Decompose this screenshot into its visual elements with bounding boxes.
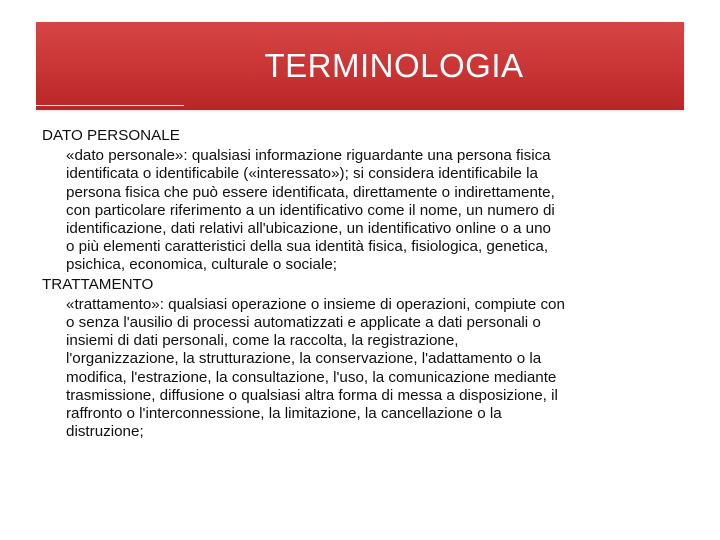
definition-line: l'organizzazione, la strutturazione, la conservazione, l'adattamento o la: [66, 350, 542, 368]
definition-line: «trattamento»: qualsiasi operazione o insieme di operazioni, compiute con: [66, 295, 565, 313]
definition-line: o più elementi caratteristici della sua identità fisica, fisiologica, genetica,: [66, 238, 549, 256]
definition-line: con particolare riferimento a un identificativo come il nome, un numero di: [66, 201, 555, 219]
definition-line: o senza l'ausilio di processi automatizzati e applicate a dati personali o: [66, 314, 541, 332]
definition-line: persona fisica che può essere identificata, direttamente o indirettamente,: [66, 183, 555, 201]
term-heading: TRATTAMENTO: [42, 275, 154, 293]
definition-line: trasmissione, diffusione o qualsiasi altra forma di messa a disposizione, il: [66, 386, 558, 404]
definition-line: psichica, economica, culturale o sociale;: [66, 256, 337, 274]
definition-line: identificata o identificabile («interessato»); si considera identificabile la: [66, 165, 538, 183]
title-accent-line: [36, 105, 184, 106]
term-definition: [42, 296, 682, 442]
term-heading: DATO PERSONALE: [42, 127, 180, 144]
definition-line: identificazione, dati relativi all'ubicazione, un identificativo online o a uno: [66, 220, 551, 238]
definition-line: insiemi di dati personali, come la raccolta, la registrazione,: [66, 332, 459, 350]
section-dato-personale: [42, 127, 682, 275]
definition-line: distruzione;: [66, 423, 144, 441]
title-banner: [36, 22, 684, 110]
definition-line: raffronto o l'interconnessione, la limitazione, la cancellazione o la: [66, 405, 502, 423]
slide-content: [42, 127, 682, 442]
section-trattamento: [42, 276, 682, 442]
term-definition: [42, 147, 682, 274]
definition-line: «dato personale»: qualsiasi informazione riguardante una persona fisica: [66, 147, 551, 165]
slide-title: TERMINOLOGIA: [264, 47, 524, 84]
definition-line: modifica, l'estrazione, la consultazione, l'uso, la comunicazione mediante: [66, 368, 557, 386]
